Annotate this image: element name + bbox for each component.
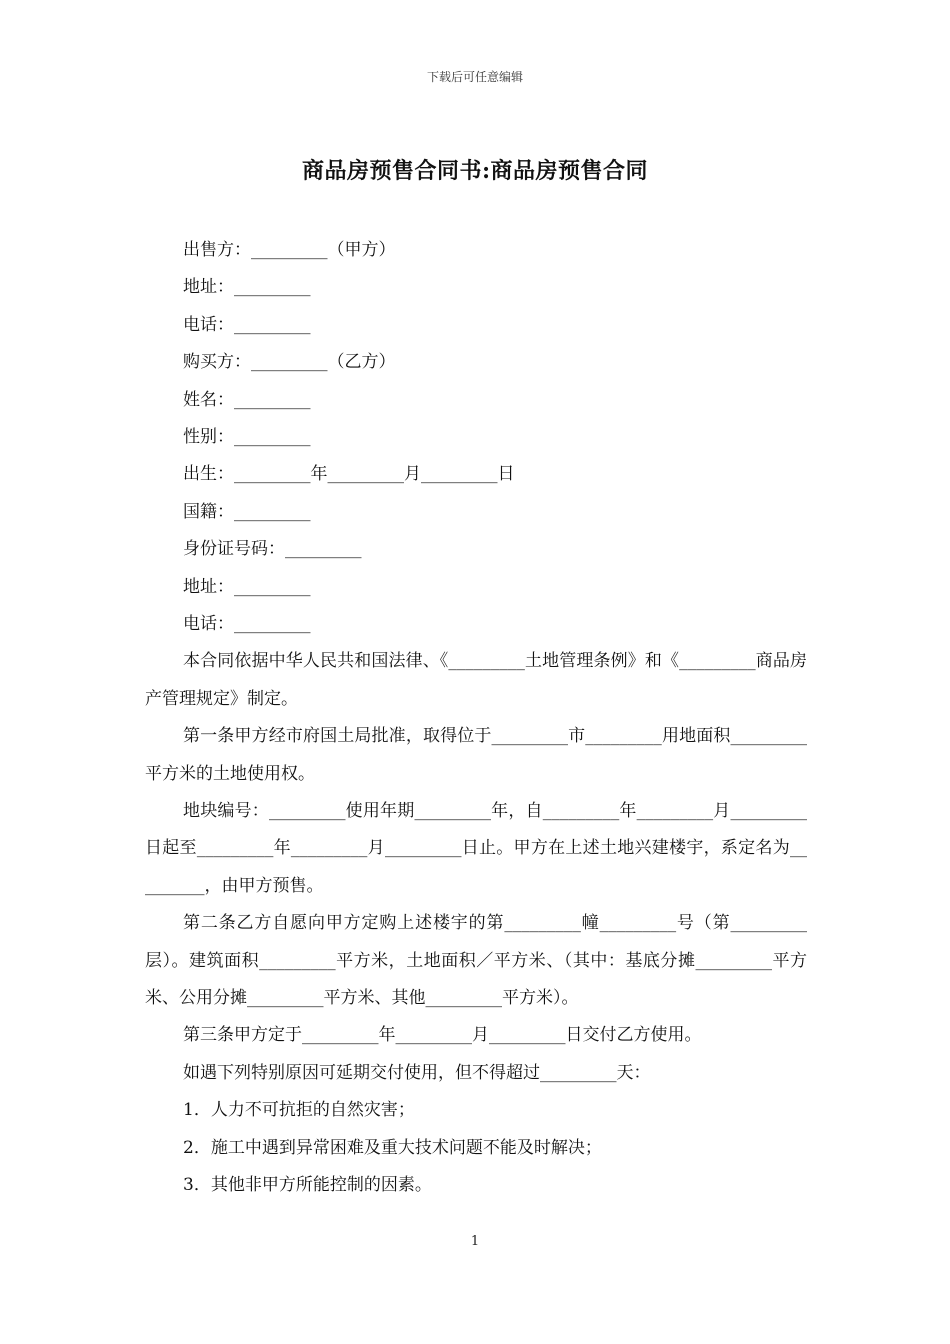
buyer-id-number-field: 身份证号码：_________ — [183, 539, 362, 560]
page-number: 1 — [470, 1234, 480, 1249]
buyer-gender-field: 性别：_________ — [183, 426, 311, 447]
list-item: 2．施工中遇到异常困难及重大技术问题不能及时解决； — [183, 1137, 602, 1158]
plot-number-paragraph: 地块编号：_________使用年期_________年，自_________年_________月_________日起至_________年_________月_________日止。甲方在上述土地兴建楼宇，系定名为_________，由甲方预售。 — [145, 800, 807, 896]
list-item: 1．人力不可抗拒的自然灾害； — [183, 1100, 415, 1121]
article-1-paragraph: 第一条甲方经市府国土局批准，取得位于_________市_________用地面积_________平方米的土地使用权。 — [145, 726, 807, 784]
buyer-name-field: 姓名：_________ — [183, 389, 311, 410]
buyer-field: 购买方：_________（乙方） — [183, 352, 396, 373]
header-note: 下载后可任意编辑 — [426, 70, 523, 84]
buyer-birth-field: 出生：_________年_________月_________日 — [183, 464, 515, 485]
seller-phone-field: 电话：_________ — [183, 314, 311, 335]
seller-field: 出售方：_________（甲方） — [183, 240, 396, 260]
preamble-paragraph: 本合同依据中华人民共和国法律、《_________土地管理条例》和《_________商品房产管理规定》制定。 — [145, 651, 807, 709]
seller-address-field: 地址：_________ — [183, 277, 311, 298]
buyer-address-field: 地址：_________ — [183, 576, 311, 597]
list-item: 3．其他非甲方所能控制的因素。 — [183, 1174, 432, 1195]
delay-clause-paragraph: 如遇下列特别原因可延期交付使用，但不得超过_________天： — [183, 1062, 651, 1083]
article-2-paragraph: 第二条乙方自愿向甲方定购上述楼宇的第_________幢_________号（第_________层）。建筑面积_________平方米，土地面积／平方米、（其中：基底分摊_________平方米、公用分摊_________平方米、其他_________平方米）。 — [145, 913, 807, 1008]
contract-body — [145, 232, 807, 1204]
buyer-nationality-field: 国籍：_________ — [183, 501, 311, 522]
document-title: 商品房预售合同书:商品房预售合同 — [301, 158, 649, 184]
buyer-phone-field: 电话：_________ — [183, 613, 311, 634]
article-3-paragraph: 第三条甲方定于_________年_________月_________日交付乙方使用。 — [183, 1025, 702, 1046]
